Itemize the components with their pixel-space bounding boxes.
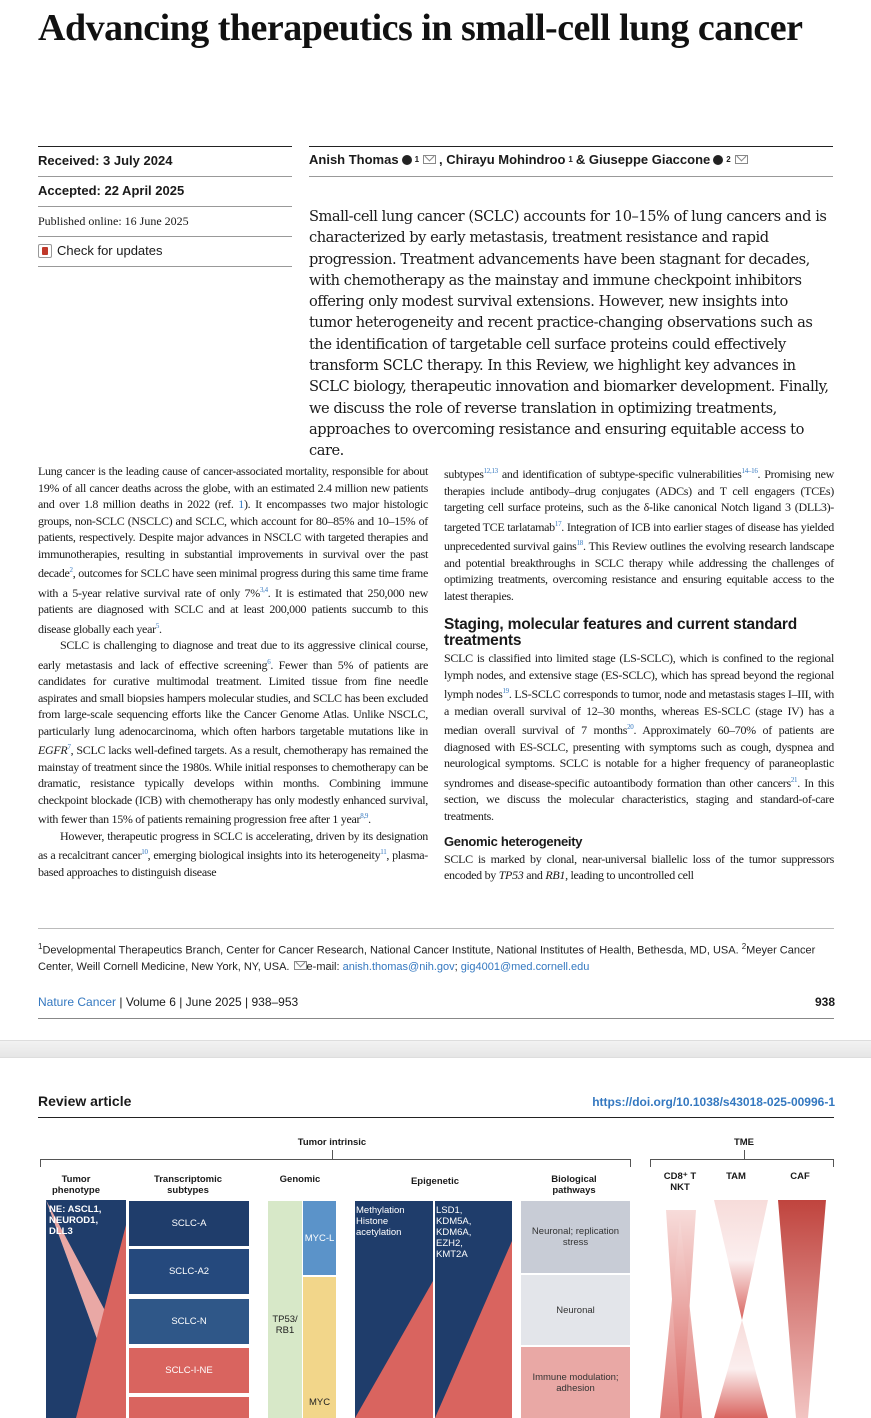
section-heading: Staging, molecular features and current standard treatments <box>444 616 798 649</box>
tumor-phenotype-header: Tumor phenotype <box>51 1174 101 1196</box>
accepted-date: Accepted: 22 April 2025 <box>38 183 185 198</box>
subtype-sclc-i-ne: SCLC-I-NE <box>129 1348 249 1393</box>
citation-link[interactable]: 21 <box>790 775 798 784</box>
divider <box>38 206 292 207</box>
citation-link[interactable]: 10 <box>141 848 148 856</box>
pathway-neuronal: Neuronal <box>521 1275 630 1345</box>
published-date: Published online: 16 June 2025 <box>38 214 189 228</box>
page-number: 938 <box>814 995 835 1009</box>
author-name[interactable]: , Chirayu Mohindroo <box>439 152 566 167</box>
orcid-icon[interactable] <box>402 155 412 165</box>
paragraph: SCLC is marked by clonal, near-universal biallelic loss of the tumor suppressors encoded by TP53 and RB1, leading to uncontrolled cell <box>444 851 834 882</box>
paragraph: SCLC is challenging to diagnose and treat due to its aggressive clinical course, early metastasis and lack of effective screening$^6$. Fewer than 5% of patients are candidates for curative multimodal treatment. Limited tissue from fine needle aspirates and small biopsies hampers molecular studies, and SCLC has been excluded from large-scale sequencing efforts like the Cancer Genome Atlas. Unlike NSCLC, particularly lung adenocarcinoma, which often harbors targetable mutations like in EGFR$^7$, SCLC lacks well-defined targets. As a result, chemotherapy has remained the mainstay of treatment since the 1980s. While initial responses to chemotherapy can be dramatic, resistance typically develops within months. Combining immune checkpoint blockade (ICB) with chemotherapy has only modestly enhanced survival, with fewer than 15% of patients remaining progression free after 1 year$^{8,9}$. <box>38 638 428 826</box>
affiliation-sup: 1 <box>568 155 573 164</box>
body-column-right <box>444 463 834 884</box>
tme-header: TME <box>733 1137 755 1148</box>
email-icon <box>294 961 307 970</box>
journal-link[interactable]: Nature Cancer <box>38 995 117 1009</box>
genomic-myc-l: MYC-L <box>303 1201 336 1275</box>
received-date: Received: 3 July 2024 <box>38 153 173 168</box>
figure-1 <box>0 1125 871 1418</box>
article-title: Advancing therapeutics in small-cell lung cancer <box>38 7 803 49</box>
body-column-left <box>38 463 428 880</box>
tumor-intrinsic-header: Tumor intrinsic <box>297 1137 367 1148</box>
check-updates-label: Check for updates <box>57 243 163 258</box>
bracket-tick <box>40 1159 41 1167</box>
author-name[interactable]: Anish Thomas <box>309 152 399 167</box>
lsd1-label: LSD1, KDM5A, KDM6A, EZH2, KMT2A <box>436 1205 472 1260</box>
subsection-heading: Genomic heterogeneity <box>444 834 583 849</box>
subtype-sclc-a2: SCLC-A2 <box>129 1249 249 1294</box>
author-name[interactable]: & Giuseppe Giaccone <box>575 152 711 167</box>
email-icon[interactable] <box>735 155 748 164</box>
tam-header: TAM <box>726 1171 746 1182</box>
epigenetic-header: Epigenetic <box>410 1176 460 1187</box>
bracket-tick <box>833 1159 834 1167</box>
divider <box>38 146 292 147</box>
paragraph: SCLC is classified into limited stage (LS-SCLC), which is confined to the regional lymph nodes, and extensive stage (ES-SCLC), which has spread beyond the regional lymph nodes$^{19}$. LS-SCLC corresponds to tumor, node and metastasis stages I–III, with a median overall survival of 12–30 months, whereas ES-SCLC (stage IV) has a median overall survival of 7 months$^{20}$. Approximately 60–70% of patients are diagnosed with ES-SCLC, presenting with symptoms such as cough, dyspnea and neurological symptoms. SCLC is notable for a higher frequency of paraneoplastic syndromes and disease-specific autoantibody formation than other cancers$^{21}$. In this section, we discuss the molecular characteristics, staging and standard-of-care treatments. <box>444 651 834 823</box>
article-type-label: Review article <box>38 1093 132 1109</box>
methylation-label: Methylation Histone acetylation <box>356 1205 405 1238</box>
divider <box>38 176 292 177</box>
citation-link[interactable]: 12,13 <box>483 467 498 475</box>
doi-link[interactable]: https://doi.org/10.1038/s43018-025-00996-1 <box>592 1095 835 1109</box>
tme-wedges <box>656 1200 836 1418</box>
email-link[interactable]: anish.thomas@nih.gov <box>342 960 455 973</box>
ne-label: NE: ASCL1, NEUROD1, DLL3 <box>49 1204 102 1237</box>
citation-link[interactable]: 2 <box>69 566 73 574</box>
divider <box>38 266 292 267</box>
check-for-updates-button[interactable] <box>38 243 163 258</box>
email-icon[interactable] <box>423 155 436 164</box>
bracket <box>40 1159 631 1160</box>
affiliations-footnote: $^1$Developmental Therapeutics Branch, Center for Cancer Research, National Cancer Institute, National Institutes of Health, Bethesda, MD, USA. $^2$Meyer Cancer Center, Weill Cornell Medicine, New York, NY, USA. e-mail: anish.thomas@nih.gov; gig4001@med.cornell.edu <box>38 942 816 973</box>
divider <box>309 176 833 177</box>
citation-link[interactable]: 3,4 <box>259 585 268 594</box>
divider <box>38 1018 834 1019</box>
citation-link[interactable]: 6 <box>267 657 271 666</box>
paragraph: subtypes$^{12,13}$ and identification of subtype-specific vulnerabilities$^{14-16}$. Promising new therapies include antibody–drug conjugates (ADCs) and T cell engagers (TCEs) targeting cell surface proteins, such as the δ-like canonical Notch ligand 3 (DLL3)-targeted TCE tarlatamab$^{17}$. Integration of ICB into earlier stages of disease has yielded unprecedented survival gains$^{18}$. This Review outlines the evolving research landscape and potential breakthroughs in SCLC therapy while addressing the challenges of optimizing treatments, overcoming resistance and ensuring equitable access to the latest therapies. <box>444 467 834 603</box>
citation-link[interactable]: 17 <box>554 519 562 528</box>
citation-link[interactable]: 14–16 <box>741 467 758 475</box>
citation-link[interactable]: 11 <box>380 848 387 856</box>
citation-link[interactable]: 7 <box>67 743 71 751</box>
bookmark-icon <box>38 244 52 258</box>
email-link[interactable]: gig4001@med.cornell.edu <box>460 960 590 973</box>
paragraph: Lung cancer is the leading cause of cancer-associated mortality, responsible for about 19% of all cancer deaths across the globe, with an estimated 2.4 million new patients and over 1.8 million deaths in 2022 (ref. 1). It encompasses two major histologic groups, non-SCLC (NSCLC) and SCLC, which account for 80–85% and 10–15% of patients, respectively. Despite major advances in NSCLC with targeted therapies and immunotherapies, resulting in substantial improvements in survival over the past decade$^2$, outcomes for SCLC have seen minimal progress during this same time frame with a 5-year relative survival rate of only 7%$^{3,4}$. It is estimated that 250,000 new patients are diagnosed with SCLC and at least 200,000 patients succumb to this disease globally each year$^5$. <box>38 464 428 636</box>
divider <box>38 1117 834 1118</box>
citation-link[interactable]: 5 <box>155 621 160 630</box>
citation-link[interactable]: 19 <box>502 687 509 695</box>
author-list <box>309 152 748 167</box>
biological-pathways-header: Biological pathways <box>551 1174 597 1196</box>
genomic-tp53-rb1: TP53/ RB1 <box>268 1201 302 1418</box>
caf-header: CAF <box>790 1171 810 1182</box>
orcid-icon[interactable] <box>713 155 723 165</box>
divider <box>38 236 292 237</box>
pathway-neuronal-replication: Neuronal; replication stress <box>521 1201 630 1273</box>
bracket-tick <box>630 1159 631 1167</box>
paragraph: However, therapeutic progress in SCLC is accelerating, driven by its designation as a recalcitrant cancer$^{10}$, emerging biological insights into its heterogeneity$^{11}$, plasma-based approaches to distinguish disease <box>38 828 428 879</box>
affiliation-sup: 2 <box>726 155 731 164</box>
citation-link[interactable]: 8,9 <box>360 812 369 820</box>
citation-link[interactable]: 1 <box>238 497 244 511</box>
citation-link[interactable]: 20 <box>627 723 634 731</box>
bracket <box>650 1159 834 1160</box>
affiliation-sup: 1 <box>414 155 420 164</box>
subtype-sclc-a: SCLC-A <box>129 1201 249 1246</box>
bracket-tick <box>650 1159 651 1167</box>
cd8-header: CD8⁺ T NKT <box>663 1171 697 1193</box>
pathway-immune: Immune modulation; adhesion <box>521 1347 630 1418</box>
genomic-header: Genomic <box>279 1174 321 1185</box>
journal-footer: Nature Cancer | Volume 6 | June 2025 | 938–953 <box>38 995 299 1009</box>
divider <box>309 146 833 147</box>
transcriptomic-header: Transcriptomic subtypes <box>153 1174 223 1196</box>
genomic-myc: MYC <box>303 1277 336 1418</box>
divider <box>38 928 834 929</box>
page-separator <box>0 1040 871 1058</box>
citation-link[interactable]: 18 <box>576 539 583 547</box>
abstract: Small-cell lung cancer (SCLC) accounts for 10–15% of lung cancers and is characterized by early metastasis, treatment resistance and rapid progression. Treatment advancements have been stagnant for decades, with chemotherapy as the mainstay and immune checkpoint inhibitors offering only modest survival extensions. However, new insights into tumor heterogeneity and recent practice-changing observations such as the identification of targetable cell surface proteins could effectively transform SCLC therapy. In this Review, we highlight key advances in SCLC biology, therapeutic innovation and biomarker development. Finally, we discuss the role of reverse translation in optimizing treatments, approaches to overcoming resistance and ensuring equitable access to care. <box>309 208 829 460</box>
subtype-extra <box>129 1397 249 1418</box>
subtype-sclc-n: SCLC-N <box>129 1299 249 1344</box>
